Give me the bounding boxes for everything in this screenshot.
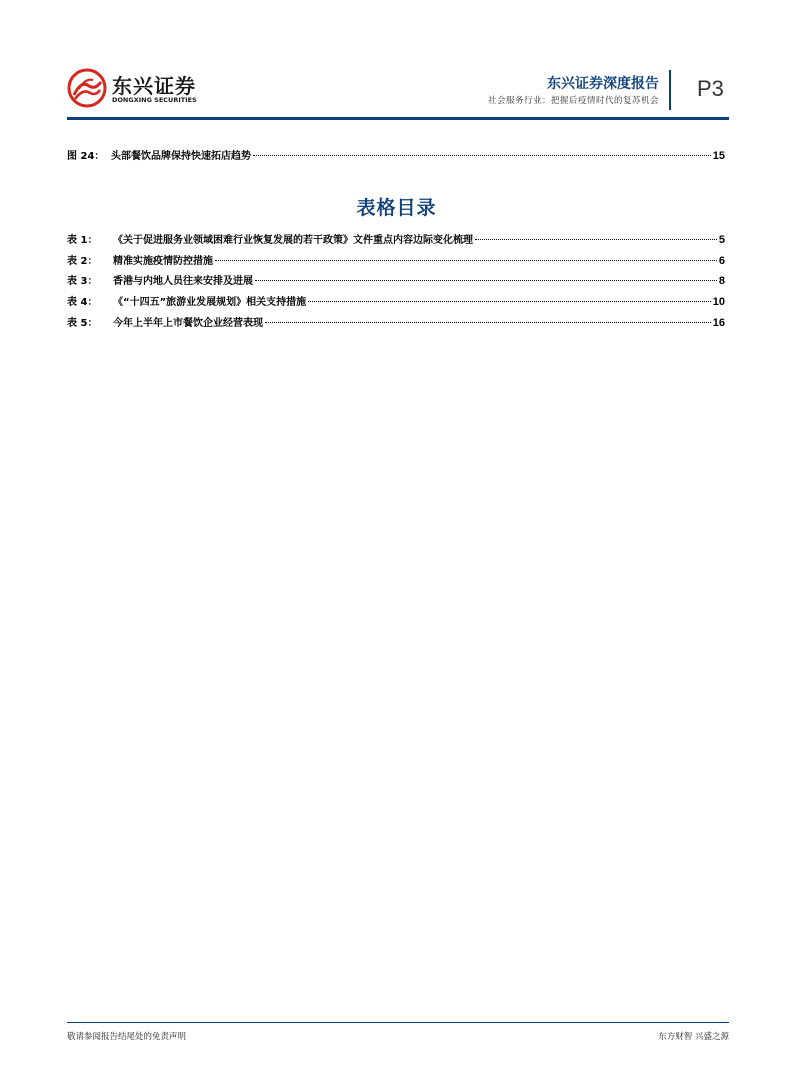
toc-entry-label: 表 4： <box>67 297 98 308</box>
logo-english-name: DONGXING SECURITIES <box>112 96 197 104</box>
company-logo <box>67 68 207 110</box>
report-title: 东兴证券深度报告 <box>547 76 659 92</box>
toc-entry-text: 头部餐饮品牌保持快速拓店趋势 <box>111 151 251 162</box>
toc-entry-label: 表 1： <box>67 235 98 246</box>
dot-leader <box>308 301 711 302</box>
dot-leader <box>265 322 711 323</box>
report-subtitle: 社会服务行业：把握后疫情时代的复苏机会 <box>487 96 659 106</box>
toc-entry-label: 表 3： <box>67 276 98 287</box>
dot-leader <box>255 280 717 281</box>
header-divider <box>669 70 671 110</box>
dot-leader <box>253 155 711 156</box>
toc-entry-label: 表 5： <box>67 318 98 329</box>
footer-slogan: 东方财智 兴盛之源 <box>658 1032 729 1042</box>
toc-entry-label: 表 2： <box>67 256 98 267</box>
toc-entry-page: 5 <box>718 234 725 246</box>
page-number: P3 <box>697 76 724 101</box>
toc-entry-page: 10 <box>712 296 725 308</box>
footer-rule <box>67 1022 729 1023</box>
toc-entry-text: 香港与内地人员往来安排及进展 <box>113 276 253 287</box>
toc-entry-page: 16 <box>712 317 725 329</box>
toc-entry-table-5[interactable] <box>67 314 725 330</box>
toc-entry-page: 6 <box>718 255 725 267</box>
toc-entry-text: 精准实施疫情防控措施 <box>113 256 213 267</box>
logo-chinese-name: 东兴证券 <box>112 74 196 98</box>
dot-leader <box>475 239 717 240</box>
toc-entry-label: 图 24： <box>67 151 105 162</box>
footer-disclaimer: 敬请参阅报告结尾处的免责声明 <box>67 1032 187 1042</box>
toc-entry-table-2[interactable] <box>67 252 725 268</box>
toc-entry-figure-24[interactable] <box>67 147 725 163</box>
toc-entry-table-3[interactable] <box>67 272 725 288</box>
dot-leader <box>215 260 717 261</box>
header-rule <box>67 117 729 120</box>
tables-toc-heading: 表格目录 <box>356 197 437 219</box>
toc-entry-page: 15 <box>712 150 725 162</box>
toc-entry-text: 《“十四五”旅游业发展规划》相关支持措施 <box>113 297 307 308</box>
toc-entry-text: 《关于促进服务业领域困难行业恢复发展的若干政策》文件重点内容边际变化梳理 <box>113 235 473 246</box>
toc-entry-table-4[interactable] <box>67 293 725 309</box>
page-header <box>0 0 793 125</box>
dongxing-logo-icon <box>67 68 107 108</box>
toc-entry-page: 8 <box>718 275 725 287</box>
toc-entry-table-1[interactable] <box>67 231 725 247</box>
toc-entry-text: 今年上半年上市餐饮企业经营表现 <box>113 318 263 329</box>
